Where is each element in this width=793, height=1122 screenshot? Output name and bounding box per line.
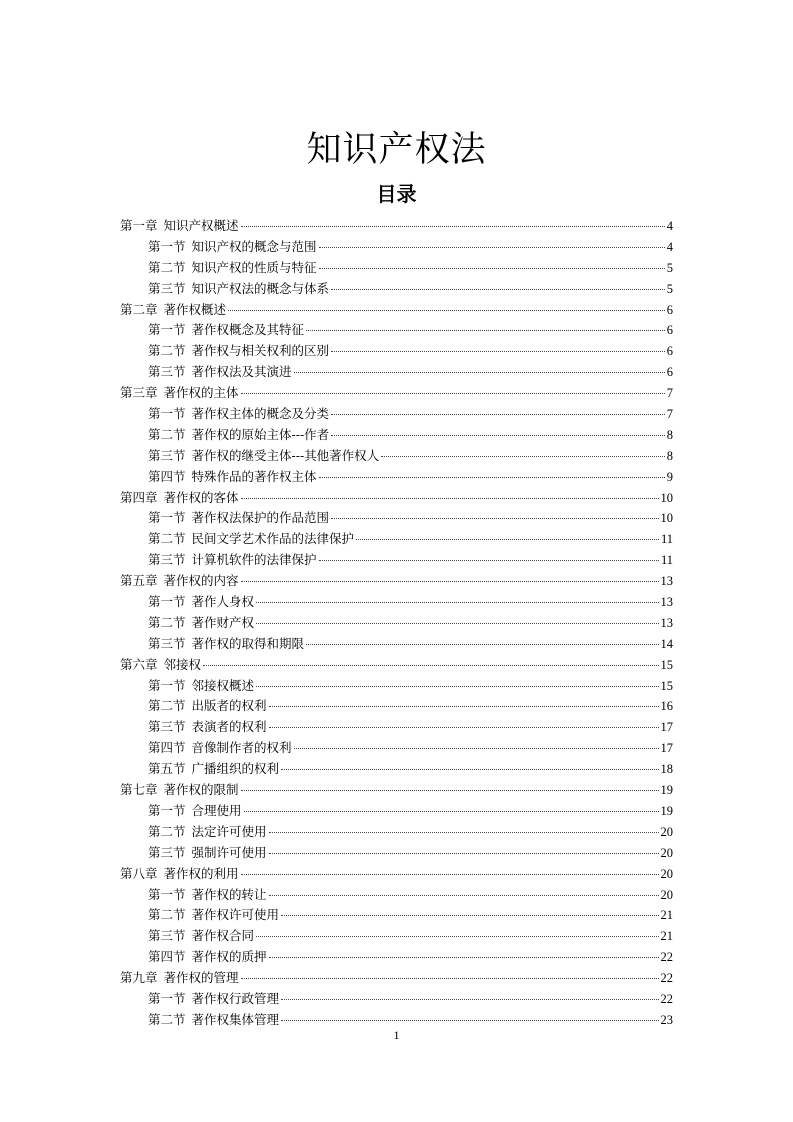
toc-entry-title: 法定许可使用 (191, 823, 267, 839)
table-of-contents (120, 216, 673, 1031)
toc-dot-leader (256, 601, 658, 603)
toc-entry-number: 第九章 (120, 970, 158, 986)
toc-dot-leader (331, 517, 658, 519)
toc-dot-leader (319, 559, 659, 561)
toc-entry-number: 第三节 (148, 364, 186, 380)
toc-entry-title: 表演者的权利 (191, 719, 267, 735)
toc-entry-number: 第六章 (120, 656, 158, 672)
toc-entry-title: 邻接权概述 (191, 677, 255, 693)
toc-section-entry[interactable] (120, 717, 673, 738)
toc-section-entry[interactable] (120, 759, 673, 780)
toc-entry-page: 18 (660, 762, 673, 777)
toc-entry-number: 第五节 (148, 761, 186, 777)
toc-section-entry[interactable] (120, 320, 673, 341)
toc-entry-title: 著作权的主体 (163, 385, 239, 401)
toc-section-entry[interactable] (120, 822, 673, 843)
toc-entry-title: 计算机软件的法律保护 (191, 552, 317, 568)
toc-entry-number: 第二节 (148, 823, 186, 839)
toc-section-entry[interactable] (120, 237, 673, 258)
toc-entry-number: 第一节 (148, 406, 186, 422)
toc-entry-page: 6 (666, 365, 673, 380)
toc-entry-title: 著作权主体的概念及分类 (191, 406, 330, 422)
toc-chapter-entry[interactable] (120, 383, 673, 404)
toc-dot-leader (306, 329, 665, 331)
toc-entry-page: 17 (660, 741, 673, 756)
toc-entry-number: 第一节 (148, 990, 186, 1006)
toc-heading: 目录 (376, 182, 417, 206)
toc-section-entry[interactable] (120, 258, 673, 279)
toc-dot-leader (256, 685, 658, 687)
toc-dot-leader (294, 747, 659, 749)
toc-entry-page: 8 (666, 427, 673, 442)
toc-entry-number: 第四节 (148, 949, 186, 965)
toc-dot-leader (241, 580, 659, 582)
toc-dot-leader (281, 914, 658, 916)
toc-dot-leader (319, 246, 665, 248)
toc-entry-number: 第一节 (148, 322, 186, 338)
toc-entry-number: 第三节 (148, 719, 186, 735)
toc-entry-number: 第一节 (148, 802, 186, 818)
toc-section-entry[interactable] (120, 989, 673, 1010)
toc-entry-title: 特殊作品的著作权主体 (191, 468, 317, 484)
toc-dot-leader (331, 434, 665, 436)
document-title: 知识产权法 (306, 130, 487, 171)
toc-entry-number: 第七章 (120, 782, 158, 798)
toc-section-entry[interactable] (120, 279, 673, 300)
toc-section-entry[interactable] (120, 592, 673, 613)
page-number: 1 (393, 1028, 400, 1042)
toc-entry-title: 著作权的利用 (163, 865, 239, 881)
toc-entry-title: 知识产权概述 (163, 218, 239, 233)
toc-entry-page: 5 (666, 281, 673, 296)
toc-section-entry[interactable] (120, 676, 673, 697)
toc-entry-title: 著作权的继受主体---其他著作权人 (191, 447, 380, 463)
toc-entry-number: 第一章 (120, 218, 158, 233)
toc-section-entry[interactable] (120, 508, 673, 529)
toc-entry-page: 22 (660, 950, 673, 965)
toc-entry-page: 6 (666, 344, 673, 359)
toc-entry-page: 11 (660, 532, 673, 547)
toc-entry-page: 21 (660, 908, 673, 923)
toc-entry-page: 20 (660, 887, 673, 902)
toc-entry-page: 14 (660, 636, 673, 651)
toc-chapter-entry[interactable] (120, 780, 673, 801)
toc-entry-page: 4 (666, 219, 673, 233)
toc-dot-leader (269, 831, 659, 833)
toc-dot-leader (356, 538, 659, 540)
toc-dot-leader (294, 371, 665, 373)
toc-dot-leader (269, 956, 659, 958)
toc-entry-page: 7 (666, 407, 673, 422)
toc-dot-leader (203, 664, 658, 666)
toc-entry-number: 第一节 (148, 238, 186, 254)
toc-entry-title: 著作权的限制 (163, 782, 239, 798)
toc-entry-title: 著作人身权 (191, 594, 255, 610)
toc-section-entry[interactable] (120, 467, 673, 488)
toc-entry-number: 第二章 (120, 301, 158, 317)
toc-entry-title: 著作权的质押 (191, 949, 267, 965)
toc-entry-number: 第四节 (148, 740, 186, 756)
toc-entry-title: 音像制作者的权利 (191, 740, 292, 756)
toc-entry-page: 13 (660, 595, 673, 610)
toc-entry-title: 著作权行政管理 (191, 990, 280, 1006)
toc-entry-page: 10 (660, 511, 673, 526)
toc-entry-number: 第二节 (148, 259, 186, 275)
toc-entry-page: 15 (660, 678, 673, 693)
toc-dot-leader (269, 852, 659, 854)
toc-entry-title: 强制许可使用 (191, 844, 267, 860)
toc-entry-title: 著作权的原始主体---作者 (191, 426, 330, 442)
toc-section-entry[interactable] (120, 696, 673, 717)
toc-dot-leader (281, 768, 658, 770)
toc-entry-number: 第三节 (148, 928, 186, 944)
toc-entry-number: 第三章 (120, 385, 158, 401)
toc-chapter-entry[interactable] (120, 864, 673, 885)
toc-entry-number: 第三节 (148, 280, 186, 296)
toc-entry-number: 第一节 (148, 594, 186, 610)
toc-dot-leader (241, 497, 659, 499)
toc-entry-number: 第八章 (120, 865, 158, 881)
toc-entry-page: 16 (660, 699, 673, 714)
toc-entry-page: 19 (660, 803, 673, 818)
toc-entry-title: 出版者的权利 (191, 698, 267, 714)
toc-chapter-entry[interactable] (120, 968, 673, 989)
toc-entry-title: 著作权合同 (191, 928, 255, 944)
toc-entry-page: 6 (666, 323, 673, 338)
toc-entry-page: 13 (660, 615, 673, 630)
toc-dot-leader (244, 810, 659, 812)
toc-dot-leader (241, 225, 665, 227)
toc-entry-page: 23 (660, 1012, 673, 1027)
toc-dot-leader (381, 455, 665, 457)
toc-section-entry[interactable] (120, 613, 673, 634)
toc-dot-leader (241, 977, 659, 979)
toc-entry-page: 9 (666, 469, 673, 484)
toc-entry-title: 著作权的取得和期限 (191, 635, 305, 651)
toc-section-entry[interactable] (120, 926, 673, 947)
toc-entry-page: 11 (660, 553, 673, 568)
toc-dot-leader (241, 392, 665, 394)
toc-entry-page: 17 (660, 720, 673, 735)
toc-dot-leader (228, 309, 665, 311)
toc-dot-leader (331, 413, 665, 415)
toc-entry-title: 知识产权法的概念与体系 (191, 280, 330, 296)
toc-chapter-entry[interactable] (120, 655, 673, 676)
toc-entry-title: 著作权概念及其特征 (191, 322, 305, 338)
toc-entry-title: 著作权的客体 (163, 489, 239, 505)
toc-entry-number: 第二节 (148, 698, 186, 714)
toc-dot-leader (281, 1019, 658, 1021)
toc-entry-title: 著作权许可使用 (191, 907, 280, 923)
toc-entry-page: 8 (666, 448, 673, 463)
toc-entry-title: 著作权与相关权利的区别 (191, 343, 330, 359)
toc-dot-leader (319, 267, 665, 269)
toc-dot-leader (306, 643, 658, 645)
toc-entry-page: 15 (660, 657, 673, 672)
toc-chapter-entry[interactable] (120, 488, 673, 509)
toc-dot-leader (319, 476, 665, 478)
toc-dot-leader (281, 998, 658, 1000)
toc-entry-title: 著作权概述 (163, 301, 227, 317)
toc-section-entry[interactable] (120, 634, 673, 655)
toc-dot-leader (241, 873, 659, 875)
toc-section-entry[interactable] (120, 905, 673, 926)
toc-entry-page: 20 (660, 824, 673, 839)
toc-section-entry[interactable] (120, 843, 673, 864)
toc-entry-title: 邻接权 (163, 656, 202, 672)
toc-section-entry[interactable] (120, 446, 673, 467)
toc-entry-page: 7 (666, 386, 673, 401)
toc-entry-page: 6 (666, 302, 673, 317)
toc-entry-title: 广播组织的权利 (191, 761, 280, 777)
toc-dot-leader (256, 622, 658, 624)
toc-section-entry[interactable] (120, 738, 673, 759)
toc-entry-number: 第一节 (148, 677, 186, 693)
toc-section-entry[interactable] (120, 947, 673, 968)
toc-section-entry[interactable] (120, 550, 673, 571)
toc-entry-number: 第五章 (120, 573, 158, 589)
toc-entry-page: 21 (660, 929, 673, 944)
toc-entry-page: 13 (660, 574, 673, 589)
toc-entry-number: 第二节 (148, 907, 186, 923)
toc-entry-number: 第一节 (148, 886, 186, 902)
toc-dot-leader (241, 789, 659, 791)
toc-section-entry[interactable] (120, 341, 673, 362)
toc-entry-title: 知识产权的概念与范围 (191, 238, 317, 254)
toc-chapter-entry[interactable] (120, 300, 673, 321)
toc-dot-leader (269, 705, 659, 707)
toc-entry-title: 著作权集体管理 (191, 1011, 280, 1027)
toc-entry-page: 20 (660, 866, 673, 881)
toc-dot-leader (331, 350, 665, 352)
toc-dot-leader (269, 726, 659, 728)
toc-entry-number: 第二节 (148, 614, 186, 630)
toc-entry-number: 第三节 (148, 447, 186, 463)
toc-entry-page: 4 (666, 239, 673, 254)
toc-chapter-entry[interactable] (120, 571, 673, 592)
toc-entry-title: 知识产权的性质与特征 (191, 259, 317, 275)
toc-entry-title: 著作财产权 (191, 614, 255, 630)
toc-entry-number: 第二节 (148, 343, 186, 359)
toc-entry-number: 第三节 (148, 844, 186, 860)
toc-entry-title: 著作权的内容 (163, 573, 239, 589)
toc-entry-page: 22 (660, 991, 673, 1006)
toc-entry-page: 5 (666, 260, 673, 275)
toc-section-entry[interactable] (120, 362, 673, 383)
toc-section-entry[interactable] (120, 801, 673, 822)
toc-entry-number: 第二节 (148, 426, 186, 442)
toc-entry-page: 10 (660, 490, 673, 505)
toc-dot-leader (256, 935, 658, 937)
toc-section-entry[interactable] (120, 425, 673, 446)
toc-dot-leader (331, 288, 665, 290)
toc-entry-title: 著作权的管理 (163, 970, 239, 986)
toc-entry-title: 著作权法保护的作品范围 (191, 510, 330, 526)
toc-section-entry[interactable] (120, 404, 673, 425)
toc-entry-page: 22 (660, 971, 673, 986)
toc-entry-title: 著作权的转让 (191, 886, 267, 902)
toc-section-entry[interactable] (120, 885, 673, 906)
toc-section-entry[interactable] (120, 529, 673, 550)
toc-dot-leader (269, 894, 659, 896)
toc-chapter-entry[interactable] (120, 216, 673, 237)
toc-entry-number: 第四节 (148, 468, 186, 484)
toc-entry-number: 第三节 (148, 635, 186, 651)
toc-entry-number: 第二节 (148, 1011, 186, 1027)
toc-entry-page: 20 (660, 845, 673, 860)
toc-entry-title: 合理使用 (191, 802, 242, 818)
toc-entry-title: 民间文学艺术作品的法律保护 (191, 531, 355, 547)
toc-entry-number: 第二节 (148, 531, 186, 547)
toc-entry-number: 第一节 (148, 510, 186, 526)
toc-entry-number: 第四章 (120, 489, 158, 505)
toc-entry-page: 19 (660, 783, 673, 798)
toc-entry-number: 第三节 (148, 552, 186, 568)
toc-entry-title: 著作权法及其演进 (191, 364, 292, 380)
